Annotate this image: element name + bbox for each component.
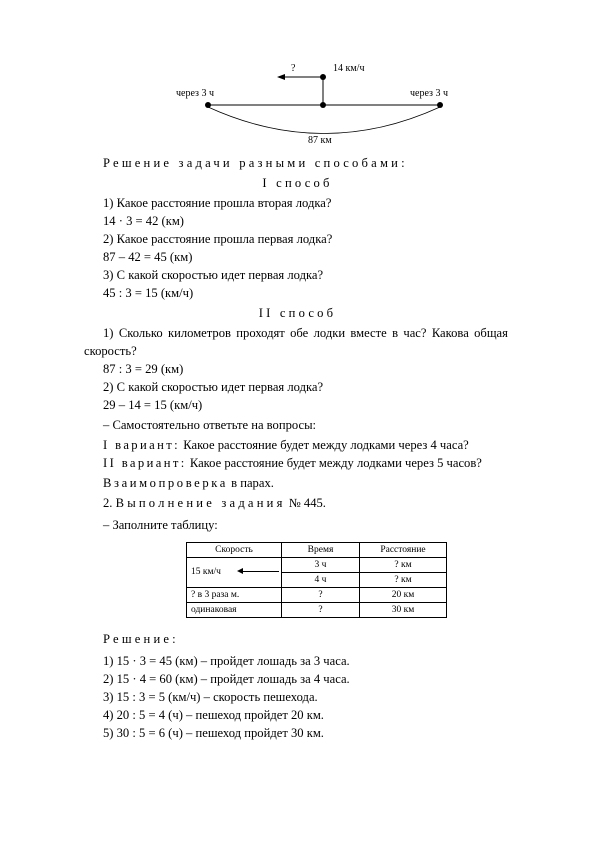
task-table (186, 542, 447, 618)
table-cell: одинаковая (187, 603, 282, 618)
solution-line: 5) 30 : 5 = 6 (ч) – пешеход пройдет 30 км. (103, 726, 324, 740)
method1-line: 2) Какое расстояние прошла первая лодка? (103, 232, 333, 246)
variant-1-text: Какое расстояние будет между лодками через 4 часа? (180, 438, 469, 452)
table-header: Скорость (187, 543, 282, 558)
variant-2-label: II вариант: (103, 456, 187, 470)
table-cell: ? км (360, 573, 447, 588)
method2-line: 87 : 3 = 29 (км) (103, 362, 184, 376)
method1-title: I способ (262, 176, 333, 190)
fill-table-instruction: – Заполните таблицу: (103, 518, 218, 532)
method2-title: II способ (258, 306, 337, 320)
table-row (187, 558, 447, 573)
table-cell: ? в 3 раза м. (187, 588, 282, 603)
solution-line: 1) 15 · 3 = 45 (км) – пройдет лошадь за 3 часа. (103, 654, 350, 668)
page-heading: Решение задачи разными способами: (103, 156, 408, 170)
speed-value: 15 км/ч (191, 566, 221, 577)
distance-arc (208, 107, 440, 134)
task2-heading (103, 497, 326, 510)
solution-line: 2) 15 · 4 = 60 (км) – пройдет лошадь за 4 часа. (103, 672, 350, 686)
table-cell: ? км (360, 558, 447, 573)
speed-label: 14 км/ч (333, 63, 365, 74)
distance-label: 87 км (308, 135, 332, 146)
table-header: Расстояние (360, 543, 447, 558)
solution-line: 4) 20 : 5 = 4 (ч) – пешеход пройдет 20 км. (103, 708, 324, 722)
arrow-label: ? (291, 63, 296, 74)
table-header: Время (282, 543, 360, 558)
right-time-label: через 3 ч (410, 88, 449, 99)
table-cell: 3 ч (282, 558, 360, 573)
table-cell: 4 ч (282, 573, 360, 588)
method1-line: 3) С какой скоростью идет первая лодка? (103, 268, 324, 282)
table-row (187, 603, 447, 618)
variant-1 (103, 439, 469, 452)
method2-line: 2) С какой скоростью идет первая лодка? (103, 380, 324, 394)
peer-check-text: в парах. (227, 476, 274, 490)
speed-arrow (241, 571, 279, 572)
method2-question-line2: скорость? (84, 344, 137, 358)
method1-line: 87 – 42 = 45 (км) (103, 250, 193, 264)
peer-check (103, 477, 274, 490)
task2-label: Выполнение задания (115, 496, 286, 510)
method1-line: 45 : 3 = 15 (км/ч) (103, 286, 194, 300)
table-cell (187, 566, 282, 588)
variant-2-text: Какое расстояние будет между лодками через 5 часов? (186, 456, 482, 470)
method1-line: 1) Какое расстояние прошла вторая лодка? (103, 196, 332, 210)
table-cell: 30 км (360, 603, 447, 618)
method2-line: 29 – 14 = 15 (км/ч) (103, 398, 203, 412)
variant-2 (103, 457, 482, 470)
peer-check-label: Взаимопроверка (103, 476, 228, 490)
speed-arrow-head (237, 568, 243, 574)
table-row (187, 588, 447, 603)
table-cell: ? (282, 603, 360, 618)
middle-point (320, 102, 326, 108)
method1-line: 14 · 3 = 42 (км) (103, 214, 184, 228)
variant-1-label: I вариант: (103, 438, 181, 452)
task2-text: № 445. (285, 496, 326, 510)
speed-point (320, 74, 326, 80)
left-time-label: через 3 ч (176, 88, 215, 99)
solution-title: Решение: (103, 632, 179, 646)
solution-line: 3) 15 : 3 = 5 (км/ч) – скорость пешехода. (103, 690, 318, 704)
table-row (187, 573, 447, 588)
arrow-head (277, 74, 285, 80)
table-cell: 20 км (360, 588, 447, 603)
table-cell: ? (282, 588, 360, 603)
task2-num: 2. (103, 496, 116, 510)
table-header-row (187, 543, 447, 558)
method2-line: – Самостоятельно ответьте на вопросы: (103, 418, 317, 432)
method2-question-line1: 1) Сколько километров проходят обе лодки вместе в час? Какова общая (103, 326, 508, 340)
